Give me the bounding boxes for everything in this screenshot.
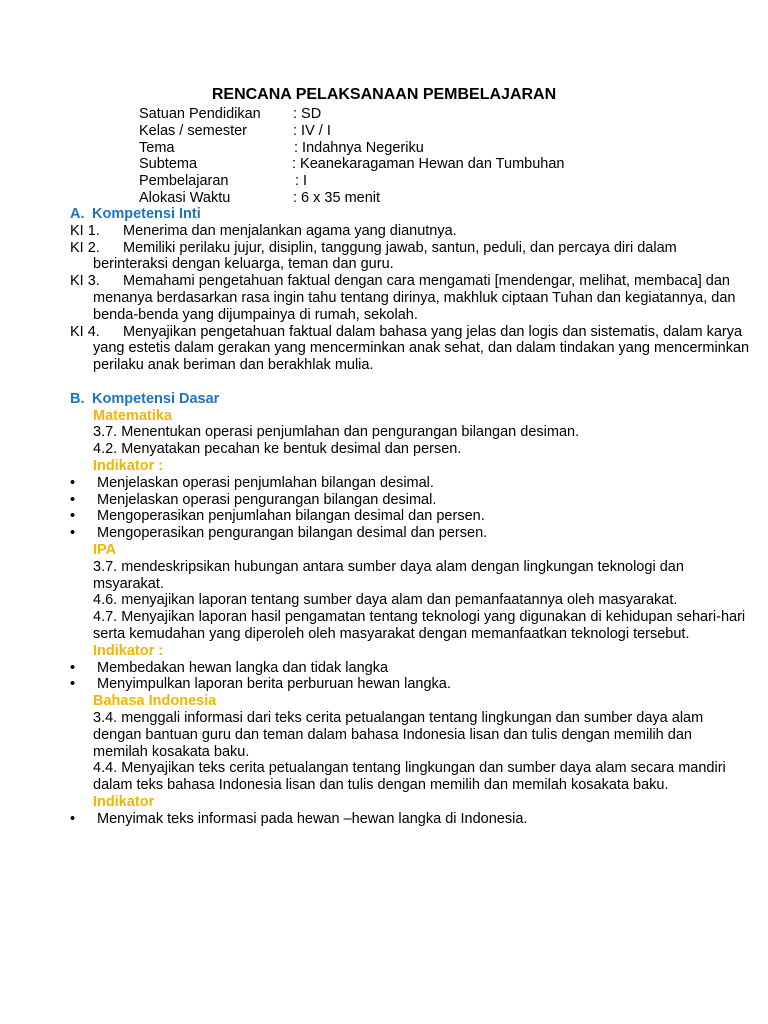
meta-value: : Keanekaragaman Hewan dan Tumbuhan (292, 156, 565, 173)
document-title: RENCANA PELAKSANAAN PEMBELAJARAN (211, 86, 557, 103)
indikator-heading: Indikator : (93, 457, 164, 474)
ki-item (70, 240, 750, 274)
kd-item: 3.7. Menentukan operasi penjumlahan dan pengurangan bilangan desiman. (93, 424, 580, 441)
meta-label: Kelas / semester (139, 122, 247, 139)
kd-item: 4.7. Menyajikan laporan hasil pengamatan tentang teknologi yang digunakan di kehidupan sehari-hari serta kemudahan yang diperoleh oleh masyarakat dengan memanfaatkan teknologi tersebut. (93, 609, 746, 642)
meta-value: : Indahnya Negeriku (294, 139, 424, 156)
indikator-item: • Menyimpulkan laporan berita perburuan hewan langka. (70, 676, 750, 693)
ki-number: KI 3. (70, 273, 100, 290)
meta-value: : IV / I (293, 122, 331, 139)
ki-text: Menyajikan pengetahuan faktual dalam bahasa yang jelas dan logis dan sistematis, dalam karya yang estetis dalam gerakan yang mencerminkan anak sehat, dan dalam tindakan yang mencerminkan perilaku anak beriman dan berakhlak mulia. (93, 323, 750, 374)
ki-item (70, 324, 750, 374)
meta-label: Satuan Pendidikan (139, 106, 261, 122)
subject-heading-matematika: Matematika (93, 407, 172, 424)
meta-value: : SD (293, 106, 322, 122)
section-title: Kompetensi Dasar (92, 390, 220, 407)
meta-label: Tema (139, 139, 175, 156)
ki-item (70, 273, 750, 323)
meta-label: Alokasi Waktu (139, 189, 231, 206)
section-letter: A. (70, 206, 85, 222)
kd-item: 3.7. mendeskripsikan hubungan antara sumber daya alam dengan lingkungan teknologi dan msyarakat. (93, 558, 684, 592)
kd-item: 4.4. Menyajikan teks cerita petualangan tentang lingkungan dan sumber daya alam secara mandiri dalam teks bahasa Indonesia lisan dan tulis dengan memilih dan memilah kosakata baku. (93, 760, 726, 794)
ki-text: Memiliki perilaku jujur, disiplin, tanggung jawab, santun, peduli, dan percaya diri dalam berinteraksi dengan keluarga, teman dan guru. (93, 239, 677, 273)
indikator-item: • Menjelaskan operasi penjumlahan bilangan desimal. (70, 475, 750, 492)
ki-number: KI 1. (70, 222, 100, 239)
indikator-item: • Mengoperasikan pengurangan bilangan desimal dan persen. (70, 525, 750, 542)
kd-item: 3.4. menggali informasi dari teks cerita petualangan tentang lingkungan dan sumber daya alam dengan bantuan guru dan teman dalam bahasa Indonesia lisan dan tulis dengan memilih dan memilah kosakata baku. (93, 709, 704, 760)
indikator-heading: Indikator : (93, 642, 164, 659)
section-b-heading (70, 391, 750, 408)
ki-item (70, 223, 750, 240)
subject-heading-bahasa: Bahasa Indonesia (93, 693, 217, 710)
indikator-item: • Menjelaskan operasi pengurangan bilangan desimal. (70, 492, 750, 509)
kd-item: 4.6. menyajikan laporan tentang sumber daya alam dan pemanfaatannya oleh masyarakat. (93, 592, 678, 609)
indikator-item: • Membedakan hewan langka dan tidak langka (70, 660, 750, 677)
indikator-item: • Mengoperasikan penjumlahan bilangan desimal dan persen. (70, 508, 750, 525)
kd-item: 4.2. Menyatakan pecahan ke bentuk desimal dan persen. (93, 441, 462, 458)
ki-number: KI 2. (70, 239, 100, 256)
ki-number: KI 4. (70, 323, 100, 340)
meta-value: : I (295, 173, 308, 190)
section-a-heading (70, 206, 750, 223)
ki-text: Menerima dan menjalankan agama yang dianutnya. (123, 222, 457, 239)
section-title: Kompetensi Inti (92, 206, 201, 222)
meta-value: : 6 x 35 menit (293, 189, 381, 206)
ki-text: Memahami pengetahuan faktual dengan cara mengamati [mendengar, melihat, membaca] dan menanya berdasarkan rasa ingin tahu tentang dirinya, makhluk ciptaan Tuhan dan kegiatannya, dan benda-benda yang dijumpainya di rumah, sekolah. (93, 273, 736, 323)
indikator-item: • Menyimak teks informasi pada hewan –hewan langka di Indonesia. (70, 811, 750, 828)
subject-heading-ipa: IPA (93, 541, 117, 558)
meta-label: Pembelajaran (139, 173, 229, 190)
section-letter: B. (70, 390, 85, 407)
indikator-heading: Indikator (93, 793, 155, 810)
document-body (70, 206, 750, 827)
meta-label: Subtema (139, 156, 198, 173)
